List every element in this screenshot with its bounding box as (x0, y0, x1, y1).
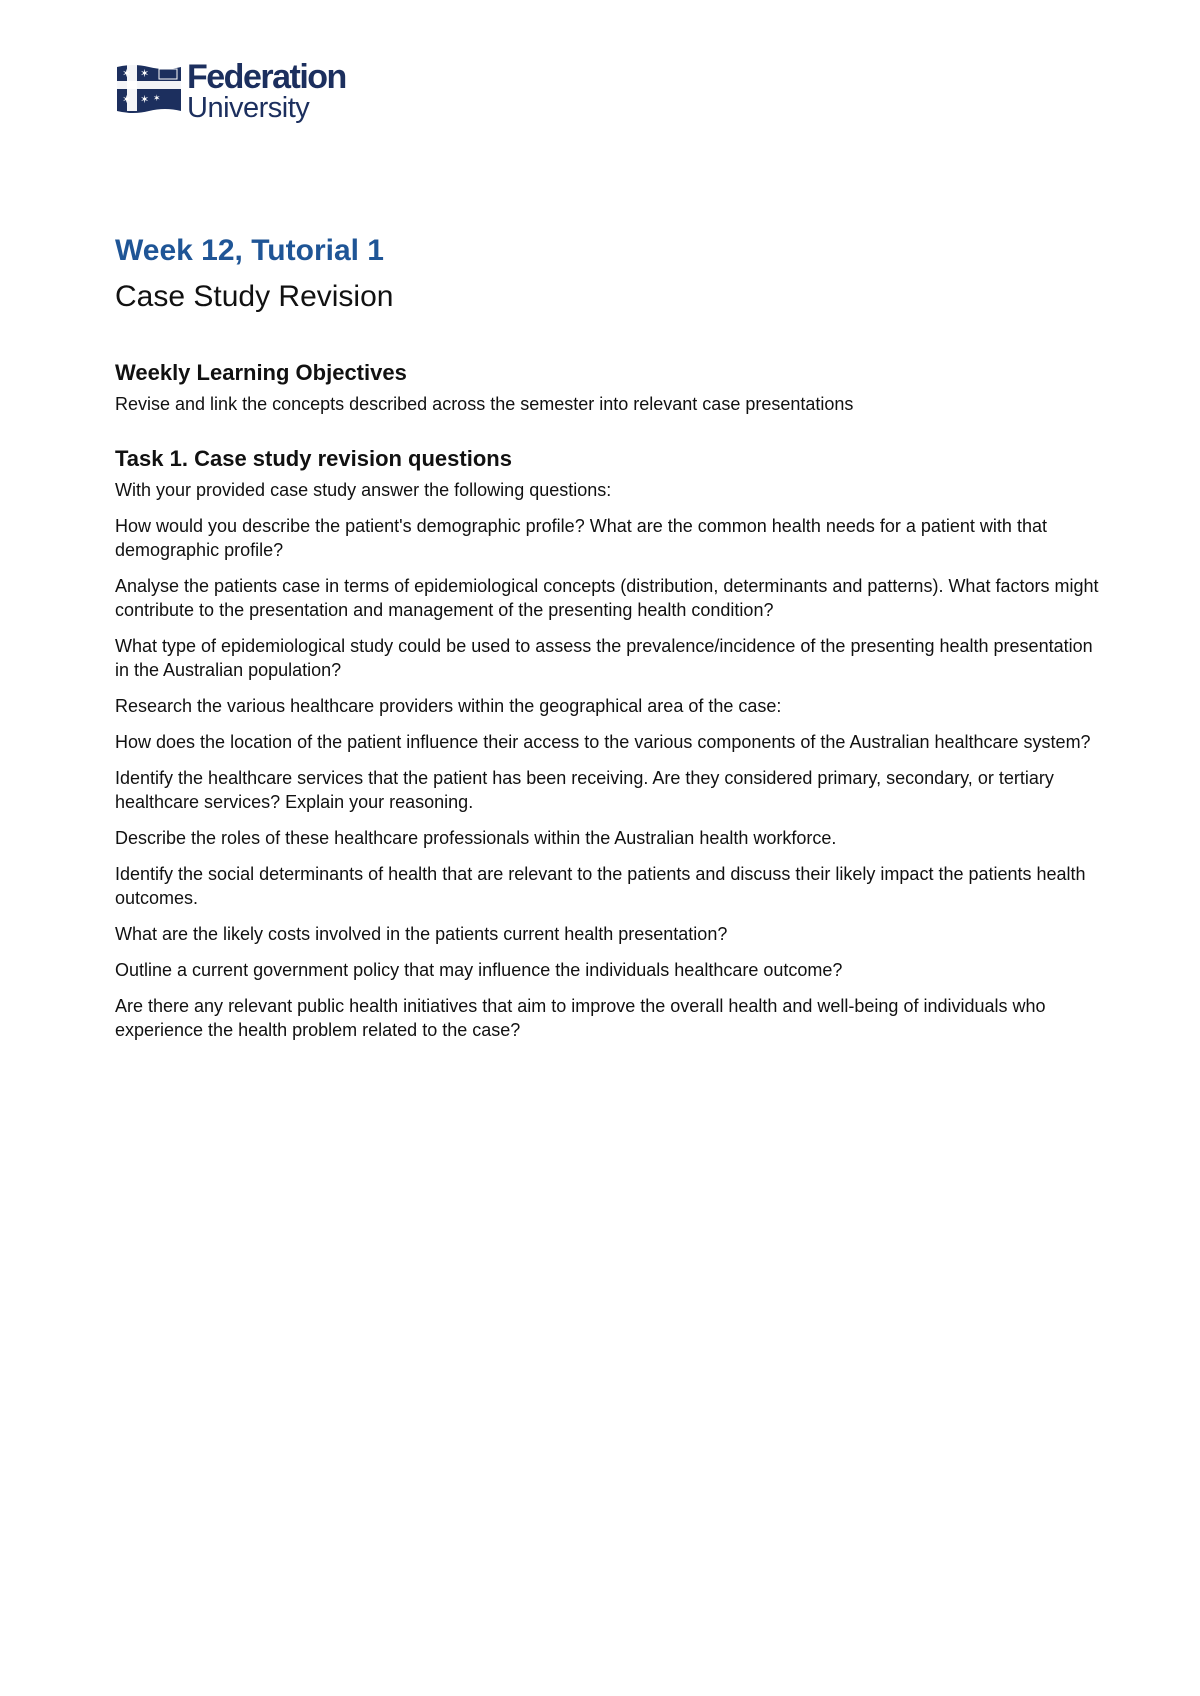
logo-wordmark-line2: University (187, 92, 310, 124)
question-item: Identify the healthcare services that the patient has been receiving. Are they considered primary, secondary, or tertiary healthcare services? Explain your reasoning. (115, 768, 1054, 812)
svg-text:✶: ✶ (153, 93, 161, 104)
question-list (115, 514, 1100, 1042)
task-heading: Task 1. Case study revision questions (115, 446, 512, 471)
question-item: How does the location of the patient influence their access to the various components of the Australian healthcare system? (115, 732, 1091, 752)
question-item: Outline a current government policy that may influence the individuals healthcare outcome? (115, 960, 843, 980)
question-item: Identify the social determinants of health that are relevant to the patients and discuss their likely impact the patients health outcomes. (115, 864, 1086, 908)
page-subtitle: Case Study Revision (115, 280, 394, 313)
svg-text:✶: ✶ (140, 66, 150, 80)
task-intro: With your provided case study answer the following questions: (115, 480, 612, 500)
logo-wordmark-line1: Federation (187, 58, 346, 96)
flag-logo-icon (113, 61, 185, 123)
question-item: What are the likely costs involved in the patients current health presentation? (115, 924, 728, 944)
question-item: How would you describe the patient's demographic profile? What are the common health needs for a patient with that demographic profile? (115, 516, 1047, 560)
svg-text:✶: ✶ (122, 92, 132, 106)
document-body (115, 232, 1100, 1054)
logo-wordmark (187, 60, 346, 123)
university-logo (113, 60, 346, 123)
question-item: Describe the roles of these healthcare professionals within the Australian health workforce. (115, 828, 837, 848)
question-item: What type of epidemiological study could be used to assess the prevalence/incidence of the presenting health presentation in the Australian population? (115, 636, 1093, 680)
svg-text:✶: ✶ (122, 66, 132, 80)
question-item: Analyse the patients case in terms of epidemiological concepts (distribution, determinants and patterns). What factors might contribute to the presentation and management of the presenting health condition? (115, 576, 1099, 620)
question-item: Research the various healthcare providers within the geographical area of the case: (115, 696, 782, 716)
objectives-text: Revise and link the concepts described across the semester into relevant case presentations (115, 394, 854, 414)
question-item: Are there any relevant public health initiatives that aim to improve the overall health and well-being of individuals who experience the health problem related to the case? (115, 996, 1046, 1040)
page-title: Week 12, Tutorial 1 (115, 234, 384, 267)
objectives-heading: Weekly Learning Objectives (115, 360, 407, 385)
svg-text:✶: ✶ (140, 92, 150, 106)
